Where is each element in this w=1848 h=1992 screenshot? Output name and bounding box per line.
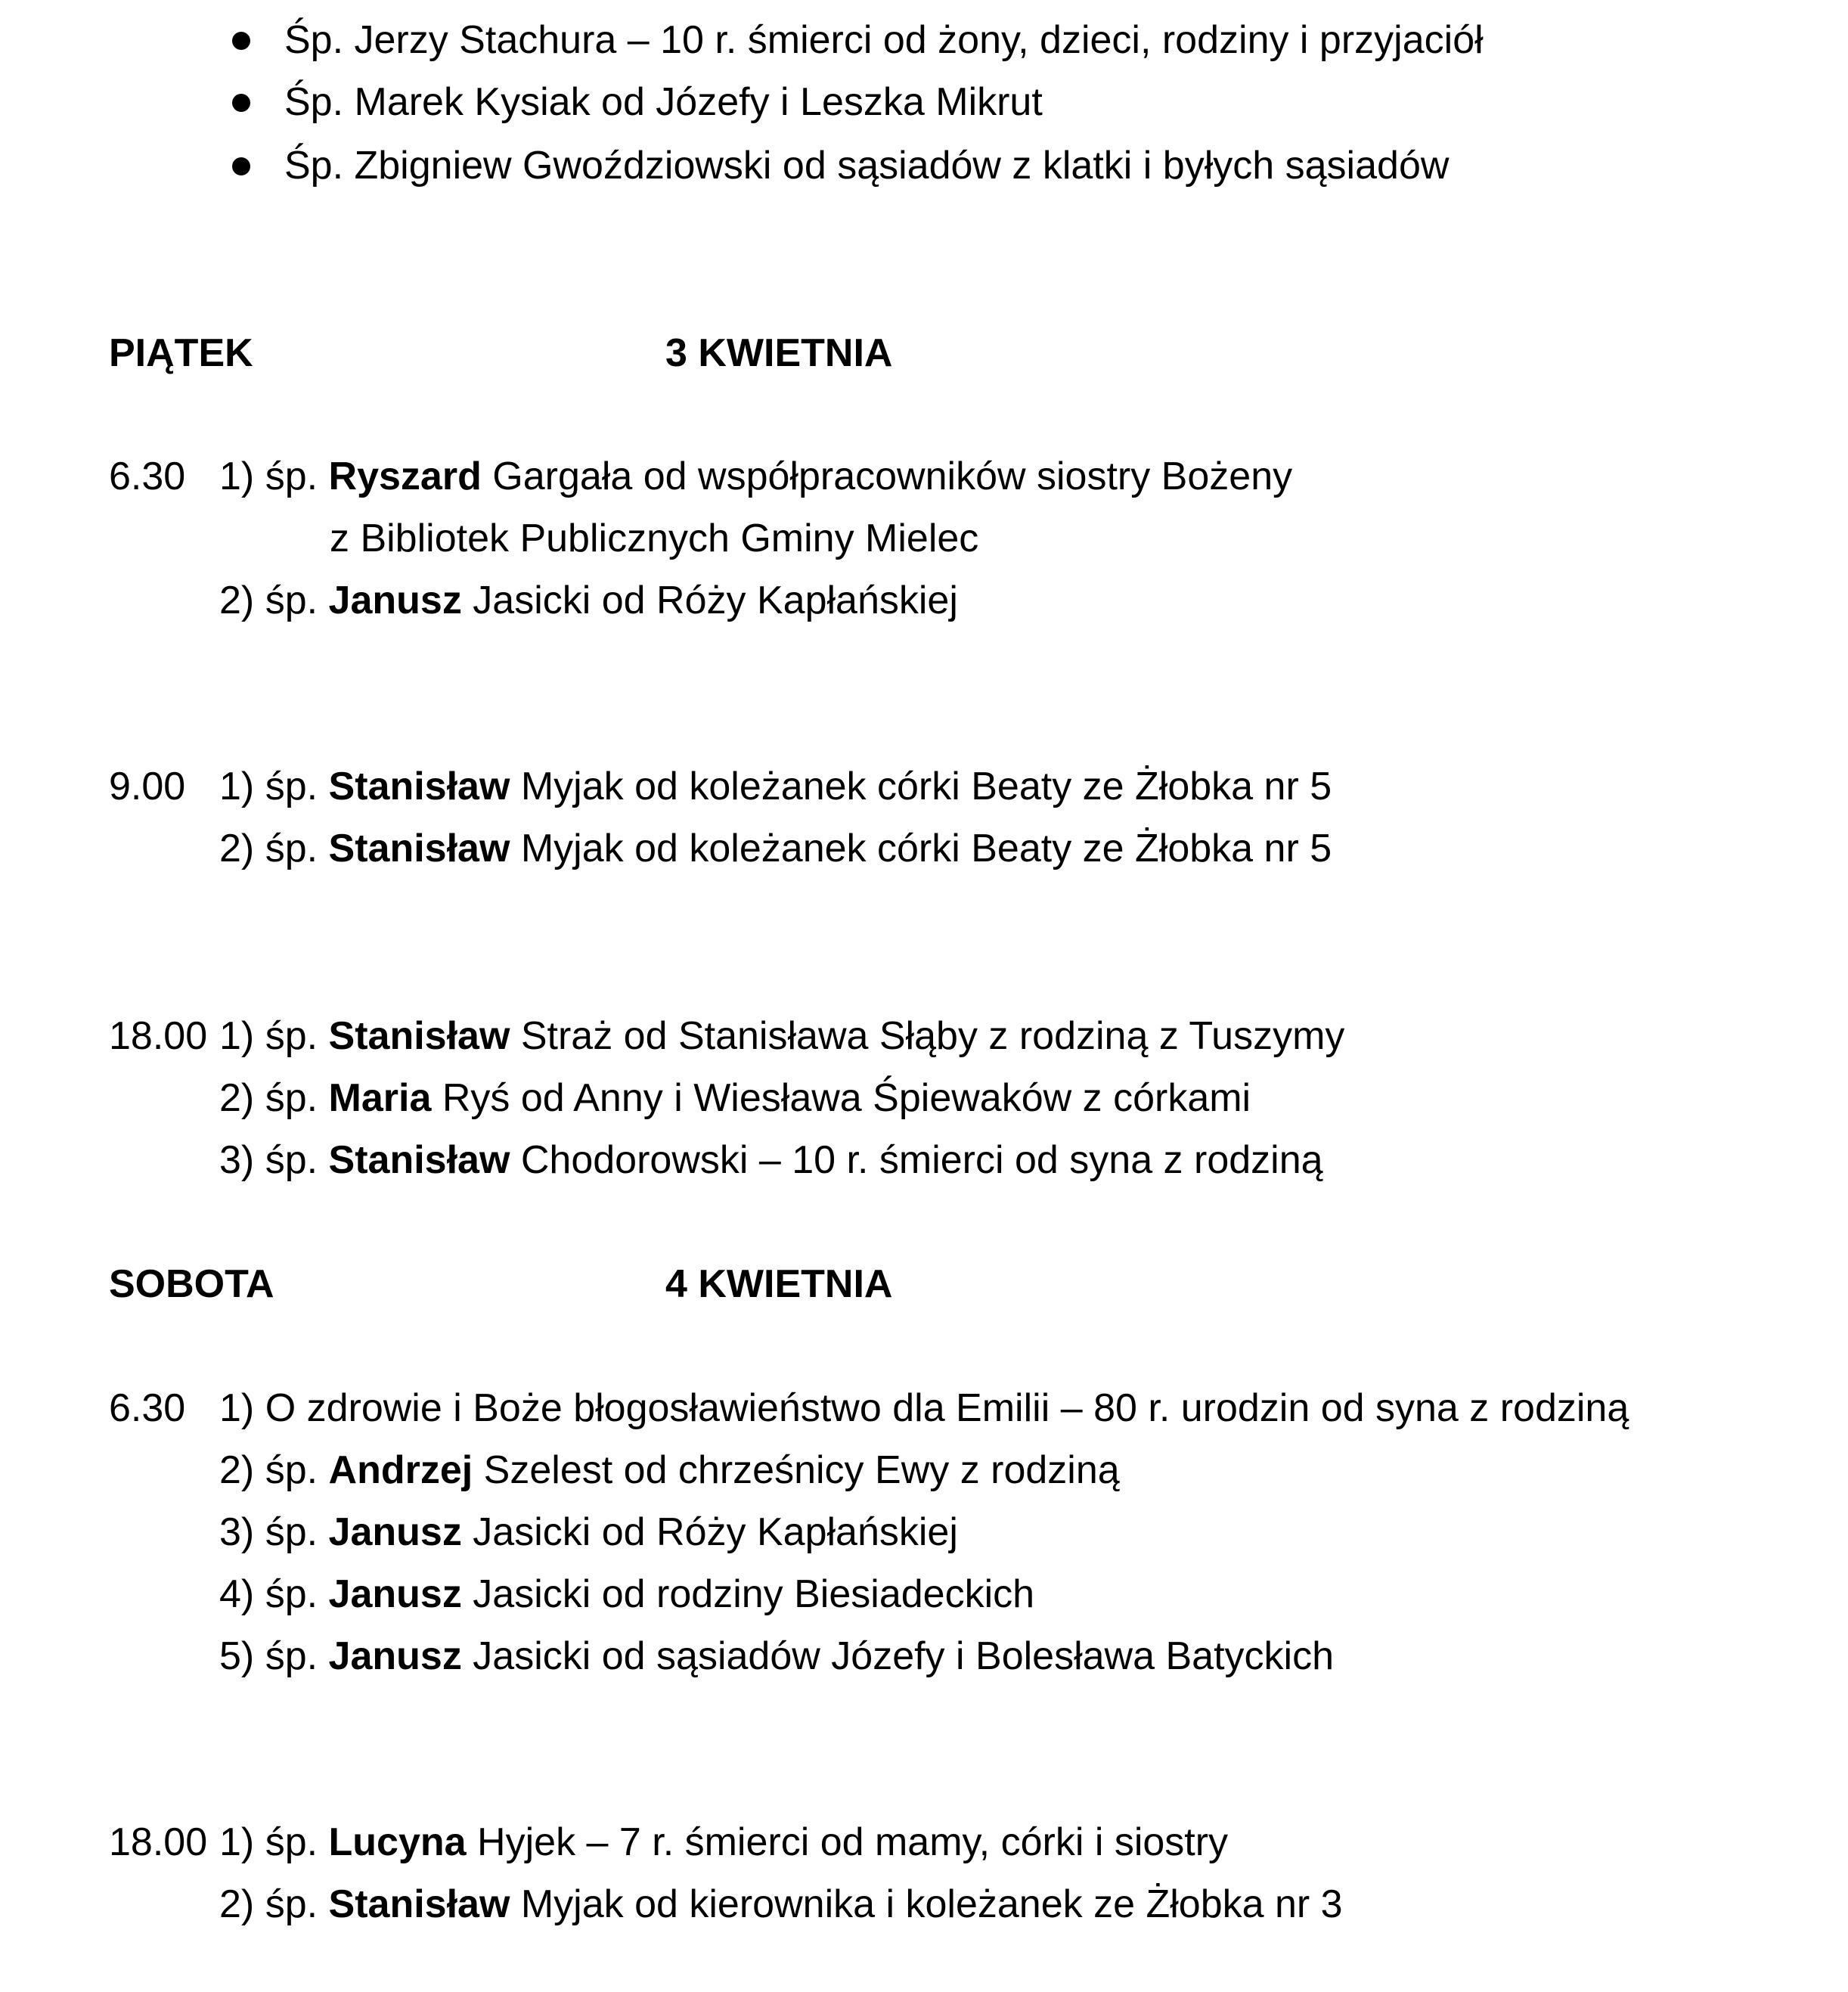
intention-number: 5) xyxy=(219,1634,255,1678)
intention-prefix: śp. xyxy=(265,1572,318,1616)
intention-name: Janusz xyxy=(328,1634,462,1678)
intention-line xyxy=(219,1078,1251,1118)
intention-name: Stanisław xyxy=(328,1882,510,1926)
day-date: 4 KWIETNIA xyxy=(665,1262,893,1306)
bullet-item: Śp. Zbigniew Gwoździowski od sąsiadów z klatki i byłych sąsiadów xyxy=(284,144,1450,188)
intention-line xyxy=(219,1386,1629,1430)
intention-prefix: śp. xyxy=(265,579,318,622)
bullet-icon xyxy=(232,157,250,175)
intention-line xyxy=(219,829,1332,868)
intention-number: 2) xyxy=(219,1882,255,1926)
mass-time: 6.30 xyxy=(109,1386,186,1430)
intention-prefix: śp. xyxy=(265,1014,318,1058)
intention-number: 3) xyxy=(219,1510,255,1554)
intention-number: 1) xyxy=(219,1014,255,1058)
intention-number: 2) xyxy=(219,579,255,622)
intention-text: Hyjek – 7 r. śmierci od mamy, córki i siostry xyxy=(477,1820,1229,1864)
intention-number: 1) xyxy=(219,1386,255,1430)
intention-line xyxy=(219,1572,1035,1616)
intention-text: Ryś od Anny i Wiesława Śpiewaków z córkami xyxy=(442,1076,1251,1120)
intention-text: Jasicki od Róży Kapłańskiej xyxy=(473,579,958,622)
intention-prefix: śp. xyxy=(265,1882,318,1926)
intention-line xyxy=(219,1140,1323,1180)
bullet-item: Śp. Marek Kysiak od Józefy i Leszka Mikrut xyxy=(284,80,1043,124)
intention-number: 4) xyxy=(219,1572,255,1616)
day-name: SOBOTA xyxy=(109,1262,274,1306)
intention-text: Jasicki od rodziny Biesiadeckich xyxy=(473,1572,1035,1616)
intention-name: Stanisław xyxy=(328,1138,510,1182)
intention-name: Andrzej xyxy=(328,1448,473,1492)
intention-number: 1) xyxy=(219,765,255,808)
intention-name: Janusz xyxy=(328,1510,462,1554)
intention-prefix: śp. xyxy=(265,1076,318,1120)
intention-text: Chodorowski – 10 r. śmierci od syna z rodziną xyxy=(520,1138,1323,1182)
intention-text: Gargała od współpracowników siostry Bożeny xyxy=(492,455,1293,498)
intention-line xyxy=(219,1448,1120,1492)
intention-number: 3) xyxy=(219,1138,255,1182)
intention-prefix: śp. xyxy=(265,1448,318,1492)
intention-line xyxy=(219,1882,1343,1926)
intention-line xyxy=(219,457,1292,496)
intention-prefix: śp. xyxy=(265,827,318,870)
intention-line xyxy=(219,1510,958,1554)
bullet-icon xyxy=(232,32,250,50)
intention-name: Maria xyxy=(328,1076,432,1120)
intention-text: Szelest od chrześnicy Ewy z rodziną xyxy=(483,1448,1120,1492)
intention-number: 1) xyxy=(219,455,255,498)
intention-text: Myjak od kierownika i koleżanek ze Żłobka nr 3 xyxy=(520,1882,1343,1926)
intention-text: Myjak od koleżanek córki Beaty ze Żłobka nr 5 xyxy=(520,827,1332,870)
intention-number: 1) xyxy=(219,1820,255,1864)
intention-prefix: śp. xyxy=(265,1634,318,1678)
intention-name: Ryszard xyxy=(328,455,482,498)
intention-line xyxy=(219,1634,1334,1678)
intention-text: Straż od Stanisława Słąby z rodziną z Tuszymy xyxy=(520,1014,1345,1058)
mass-time: 6.30 xyxy=(109,455,186,498)
intention-line xyxy=(219,1820,1229,1864)
bullet-icon xyxy=(232,94,250,112)
mass-time: 9.00 xyxy=(109,765,186,808)
mass-time: 18.00 xyxy=(109,1014,208,1058)
intention-number: 2) xyxy=(219,1076,255,1120)
intention-line xyxy=(219,767,1332,806)
intention-number: 2) xyxy=(219,827,255,870)
intention-continuation: z Bibliotek Publicznych Gminy Mielec xyxy=(330,517,979,560)
intention-prefix: śp. xyxy=(265,1510,318,1554)
day-date: 3 KWIETNIA xyxy=(665,331,893,375)
intention-number: 2) xyxy=(219,1448,255,1492)
intention-prefix: śp. xyxy=(265,765,318,808)
intention-name: Lucyna xyxy=(328,1820,467,1864)
intention-prefix: śp. xyxy=(265,1138,318,1182)
intention-line xyxy=(219,1016,1344,1056)
mass-time: 18.00 xyxy=(109,1820,208,1864)
intention-name: Stanisław xyxy=(328,1014,510,1058)
intention-name: Stanisław xyxy=(328,765,510,808)
intention-line xyxy=(219,581,958,620)
intention-name: Stanisław xyxy=(328,827,510,870)
intention-text: Myjak od koleżanek córki Beaty ze Żłobka nr 5 xyxy=(520,765,1332,808)
intention-name: Janusz xyxy=(328,1572,462,1616)
day-name: PIĄTEK xyxy=(109,331,253,375)
intention-prefix: śp. xyxy=(265,1820,318,1864)
intention-text: Jasicki od Róży Kapłańskiej xyxy=(473,1510,958,1554)
intention-text: Jasicki od sąsiadów Józefy i Bolesława Batyckich xyxy=(473,1634,1334,1678)
intention-name: Janusz xyxy=(328,579,462,622)
bullet-item: Śp. Jerzy Stachura – 10 r. śmierci od żony, dzieci, rodziny i przyjaciół xyxy=(284,18,1484,62)
intention-text: O zdrowie i Boże błogosławieństwo dla Emilii – 80 r. urodzin od syna z rodziną xyxy=(265,1386,1629,1430)
intention-prefix: śp. xyxy=(265,455,318,498)
